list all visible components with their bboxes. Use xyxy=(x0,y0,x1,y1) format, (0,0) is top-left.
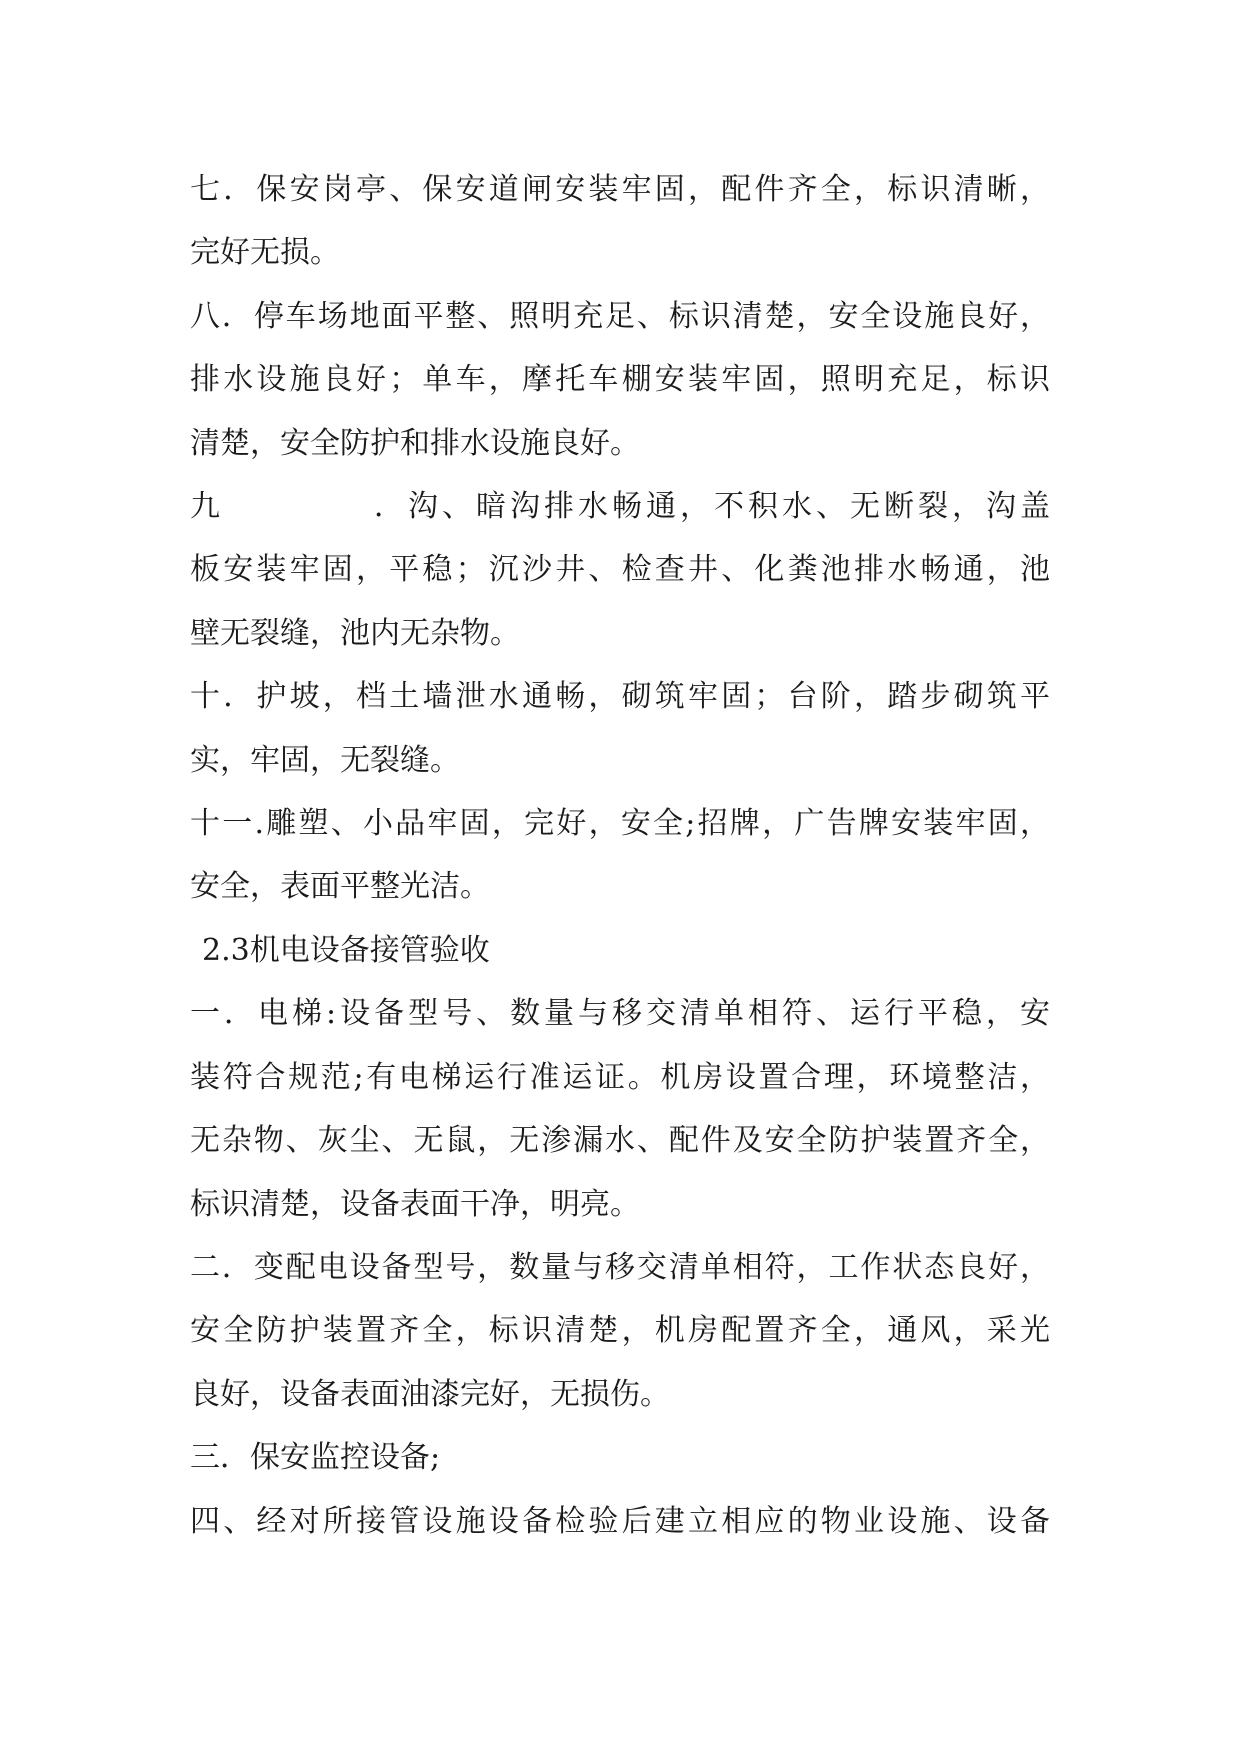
text-line: 板安装牢固，平稳；沉沙井、检查井、化粪池排水畅通，池 xyxy=(190,552,1050,588)
text-line: 四、经对所接管设施设备检验后建立相应的物业设施、设备 xyxy=(190,1503,1050,1539)
text-line: 安全防护装置齐全，标识清楚，机房配置齐全，通风，采光 xyxy=(190,1313,1050,1349)
text-line: 八．停车场地面平整、照明充足、标识清楚，安全设施良好， xyxy=(190,298,1050,334)
text-line: 安全，表面平整光洁。 xyxy=(190,869,490,905)
section-heading: 2.3机电设备接管验收 xyxy=(202,932,490,968)
text-line: 壁无裂缝，池内无杂物。 xyxy=(190,615,520,651)
text-line: 清楚，安全防护和排水设施良好。 xyxy=(190,425,640,461)
text-line: 良好，设备表面油漆完好，无损伤。 xyxy=(190,1376,670,1412)
text-line-content: 沟、暗沟排水畅通，不积水、无断裂，沟盖 xyxy=(404,489,1050,525)
text-line: 无杂物、灰尘、无鼠，无渗漏水、配件及安全防护装置齐全， xyxy=(190,1123,1050,1159)
text-line: 排水设施良好；单车，摩托车棚安装牢固，照明充足，标识 xyxy=(190,362,1050,398)
text-line: 二．变配电设备型号，数量与移交清单相符，工作状态良好， xyxy=(190,1249,1050,1285)
text-line: 三．保安监控设备; xyxy=(190,1440,441,1476)
text-line: 十一.雕塑、小品牢固，完好，安全;招牌，广告牌安装牢固， xyxy=(190,806,1050,842)
document-body xyxy=(190,158,1050,1553)
text-line: 装符合规范;有电梯运行准运证。机房设置合理，环境整洁， xyxy=(190,1059,1050,1095)
text-line xyxy=(190,475,1050,538)
item-number: 九． xyxy=(190,489,404,525)
text-line: 完好无损。 xyxy=(190,235,340,271)
text-line: 十．护坡，档土墙泄水通畅，砌筑牢固；台阶，踏步砌筑平 xyxy=(190,679,1050,715)
text-line: 七．保安岗亭、保安道闸安装牢固，配件齐全，标识清晰， xyxy=(190,172,1050,207)
text-line: 实，牢固，无裂缝。 xyxy=(190,742,460,778)
text-line: 一．电梯:设备型号、数量与移交清单相符、运行平稳，安 xyxy=(190,996,1050,1032)
text-line: 标识清楚，设备表面干净，明亮。 xyxy=(190,1186,640,1222)
